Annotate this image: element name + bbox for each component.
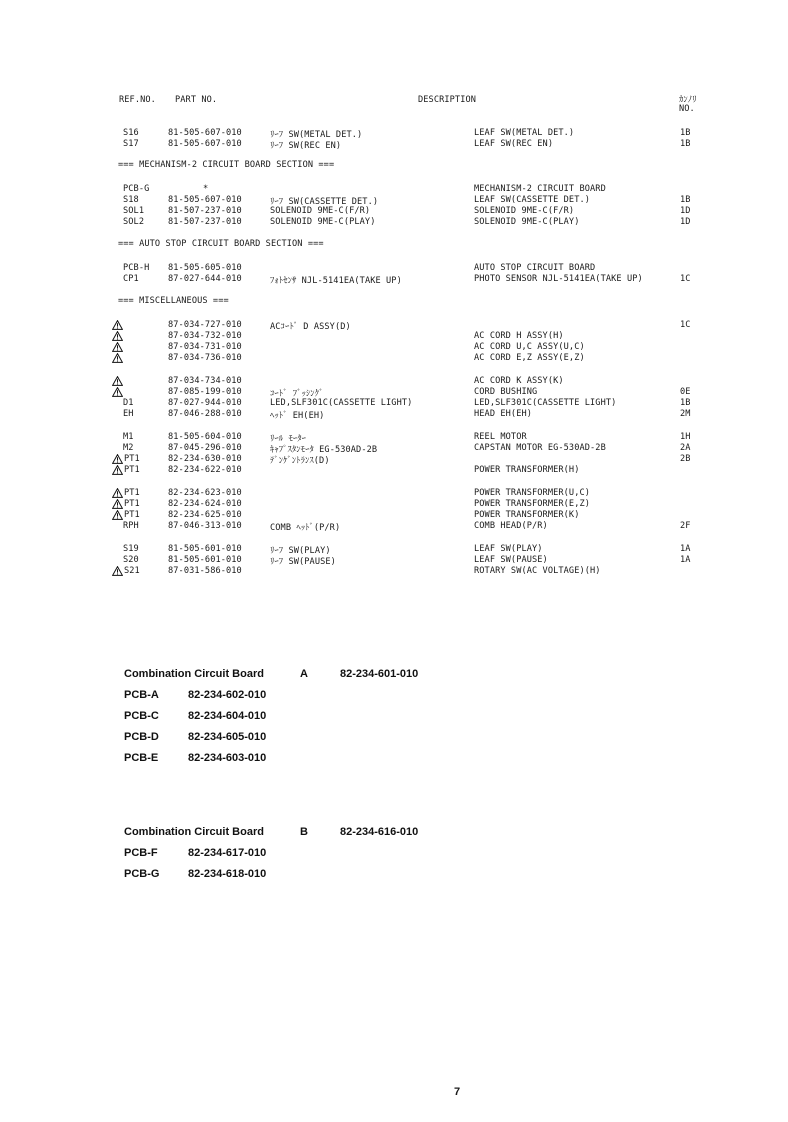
part-no: 81-505-607-010: [168, 128, 242, 138]
location-no: 1B: [680, 139, 691, 149]
location-no: 1A: [680, 555, 691, 565]
parts-row: [0, 432, 788, 443]
combo-b-title: Combination Circuit Board: [124, 826, 264, 838]
parts-row: [0, 320, 788, 331]
description-jp: ﾃﾞﾝｹﾞﾝﾄﾗﾝｽ(D): [270, 456, 330, 466]
safety-warning-icon: [112, 320, 126, 330]
description-en: POWER TRANSFORMER(K): [474, 510, 580, 520]
parts-row: [0, 465, 788, 476]
ref-no: PCB-G: [123, 184, 150, 194]
combo-a-letter: A: [300, 668, 308, 680]
ref-no: SOL2: [123, 217, 145, 227]
description-en: POWER TRANSFORMER(E,Z): [474, 499, 591, 509]
description-en: REEL MOTOR: [474, 432, 527, 442]
combo-b-item-pcb: PCB-G: [124, 868, 160, 880]
safety-warning-icon: [112, 331, 126, 341]
ref-no: PT1: [124, 499, 140, 509]
part-no: 87-034-736-010: [168, 353, 242, 363]
ref-no: S19: [123, 544, 139, 554]
header-location-line1: ｶﾝﾉﾘ: [679, 95, 697, 105]
location-no: 1H: [680, 432, 691, 442]
ref-no: PCB-H: [123, 263, 150, 273]
parts-row: [0, 454, 788, 465]
description-jp: ﾘｰﾌ SW(CASSETTE DET.): [270, 197, 379, 207]
parts-row: [0, 184, 788, 195]
combo-a-item-number: 82-234-605-010: [188, 731, 267, 743]
location-no: 2A: [680, 443, 691, 453]
combo-b-item-number: 82-234-618-010: [188, 868, 267, 880]
parts-row: [0, 443, 788, 454]
location-no: 2B: [680, 454, 691, 464]
parts-row: [0, 387, 788, 398]
part-no: 87-085-199-010: [168, 387, 242, 397]
description-jp: SOLENOID 9ME-C(PLAY): [270, 217, 376, 227]
part-no: 82-234-622-010: [168, 465, 242, 475]
header-part-no: PART NO.: [175, 95, 218, 105]
ref-no: D1: [123, 398, 134, 408]
location-no: 1B: [680, 398, 691, 408]
ref-no: PT1: [124, 465, 140, 475]
description-en: POWER TRANSFORMER(U,C): [474, 488, 591, 498]
section-heading: === MISCELLANEOUS ===: [118, 296, 229, 306]
ref-no: PT1: [124, 488, 140, 498]
description-en: AC CORD U,C ASSY(U,C): [474, 342, 585, 352]
description-en: AC CORD K ASSY(K): [474, 376, 564, 386]
safety-warning-icon: [112, 387, 126, 397]
combo-a-number: 82-234-601-010: [340, 668, 419, 680]
ref-no: S18: [123, 195, 139, 205]
description-jp: SOLENOID 9ME-C(F/R): [270, 206, 371, 216]
ref-no: RPH: [123, 521, 139, 531]
description-en: LEAF SW(METAL DET.): [474, 128, 575, 138]
description-jp: ﾘｰﾌ SW(PAUSE): [270, 557, 336, 567]
combination-board-a: [124, 668, 484, 768]
section-heading: === AUTO STOP CIRCUIT BOARD SECTION ===: [118, 239, 324, 249]
combo-a-item-pcb: PCB-C: [124, 710, 159, 722]
description-en: CAPSTAN MOTOR EG-530AD-2B: [474, 443, 606, 453]
description-jp: ﾌｫﾄｾﾝｻ NJL-5141EA(TAKE UP): [270, 276, 402, 286]
description-en: AUTO STOP CIRCUIT BOARD: [474, 263, 596, 273]
ref-no: CP1: [123, 274, 139, 284]
ref-no: S16: [123, 128, 139, 138]
description-en: POWER TRANSFORMER(H): [474, 465, 580, 475]
description-jp: ﾘｰﾌ SW(METAL DET.): [270, 130, 363, 140]
location-no: 2M: [680, 409, 691, 419]
parts-row: [0, 398, 788, 409]
parts-row: [0, 409, 788, 420]
combo-a-item-pcb: PCB-A: [124, 689, 159, 701]
description-jp: ﾘｰﾌ SW(REC EN): [270, 141, 342, 151]
part-no: 87-027-944-010: [168, 398, 242, 408]
part-no: 87-034-734-010: [168, 376, 242, 386]
parts-row: [0, 195, 788, 206]
parts-row: [0, 331, 788, 342]
description-en: SOLENOID 9ME-C(PLAY): [474, 217, 580, 227]
description-en: LEAF SW(CASSETTE DET.): [474, 195, 591, 205]
safety-warning-icon: [112, 376, 126, 386]
safety-warning-icon: [112, 342, 126, 352]
parts-row: [0, 128, 788, 139]
description-jp: ﾍｯﾄﾞ EH(EH): [270, 411, 325, 421]
combo-a-title: Combination Circuit Board: [124, 668, 264, 680]
combo-a-item-number: 82-234-603-010: [188, 752, 267, 764]
part-no: 82-234-624-010: [168, 499, 242, 509]
part-no: 87-034-732-010: [168, 331, 242, 341]
part-no: 87-034-727-010: [168, 320, 242, 330]
part-no: 81-505-607-010: [168, 195, 242, 205]
description-en: LEAF SW(PLAY): [474, 544, 543, 554]
part-no: 87-046-288-010: [168, 409, 242, 419]
parts-row: [0, 510, 788, 521]
location-no: 0E: [680, 387, 691, 397]
parts-row: [0, 566, 788, 577]
ref-no: M2: [123, 443, 134, 453]
description-en: HEAD EH(EH): [474, 409, 533, 419]
description-en: AC CORD H ASSY(H): [474, 331, 564, 341]
description-en: MECHANISM-2 CIRCUIT BOARD: [474, 184, 606, 194]
location-no: 1C: [680, 274, 691, 284]
part-no: *: [203, 184, 209, 194]
parts-row: [0, 521, 788, 532]
description-en: CORD BUSHING: [474, 387, 538, 397]
description-jp: ﾘｰﾌ SW(PLAY): [270, 546, 331, 556]
combo-a-item-pcb: PCB-D: [124, 731, 159, 743]
ref-no: M1: [123, 432, 134, 442]
description-jp: ﾘｰﾙ ﾓｰﾀｰ: [270, 434, 307, 444]
description-jp: ACｺｰﾄﾞ D ASSY(D): [270, 322, 351, 332]
parts-row: [0, 555, 788, 566]
combo-a-item-number: 82-234-602-010: [188, 689, 267, 701]
combo-b-item-pcb: PCB-F: [124, 847, 158, 859]
description-en: ROTARY SW(AC VOLTAGE)(H): [474, 566, 601, 576]
parts-row: [0, 217, 788, 228]
parts-row: [0, 263, 788, 274]
parts-row: [0, 544, 788, 555]
part-no: 81-507-237-010: [168, 206, 242, 216]
description-en: LED,SLF301C(CASSETTE LIGHT): [474, 398, 617, 408]
part-no: 82-234-625-010: [168, 510, 242, 520]
ref-no: S21: [124, 566, 140, 576]
safety-warning-icon: [112, 353, 126, 363]
combo-b-letter: B: [300, 826, 308, 838]
page-number: 7: [454, 1086, 461, 1098]
combo-a-item-pcb: PCB-E: [124, 752, 159, 764]
description-jp: LED,SLF301C(CASSETTE LIGHT): [270, 398, 413, 408]
description-jp: COMB ﾍｯﾄﾞ(P/R): [270, 523, 341, 533]
description-en: LEAF SW(REC EN): [474, 139, 554, 149]
parts-row: [0, 353, 788, 364]
combo-a-item-number: 82-234-604-010: [188, 710, 267, 722]
description-en: SOLENOID 9ME-C(F/R): [474, 206, 575, 216]
part-no: 87-027-644-010: [168, 274, 242, 284]
location-no: 2F: [680, 521, 691, 531]
description-jp: ｷｬﾌﾟｽﾀﾝﾓｰﾀ EG-530AD-2B: [270, 445, 378, 455]
header-location-line2: NO.: [679, 104, 695, 114]
location-no: 1B: [680, 128, 691, 138]
parts-row: [0, 488, 788, 499]
header-ref-no: REF.NO.: [119, 95, 156, 105]
part-no: 81-505-607-010: [168, 139, 242, 149]
part-no: 87-045-296-010: [168, 443, 242, 453]
ref-no: S17: [123, 139, 139, 149]
part-no: 82-234-630-010: [168, 454, 242, 464]
parts-row: [0, 499, 788, 510]
ref-no: PT1: [124, 454, 140, 464]
description-en: AC CORD E,Z ASSY(E,Z): [474, 353, 585, 363]
header-description: DESCRIPTION: [418, 95, 477, 105]
ref-no: SOL1: [123, 206, 145, 216]
parts-row: [0, 342, 788, 353]
ref-no: EH: [123, 409, 134, 419]
parts-row: [0, 206, 788, 217]
description-en: PHOTO SENSOR NJL-5141EA(TAKE UP): [474, 274, 643, 284]
location-no: 1A: [680, 544, 691, 554]
description-en: LEAF SW(PAUSE): [474, 555, 548, 565]
location-no: 1B: [680, 195, 691, 205]
part-no: 81-505-601-010: [168, 555, 242, 565]
combo-b-number: 82-234-616-010: [340, 826, 419, 838]
part-no: 81-505-605-010: [168, 263, 242, 273]
location-no: 1D: [680, 206, 691, 216]
part-no: 81-505-604-010: [168, 432, 242, 442]
part-no: 87-046-313-010: [168, 521, 242, 531]
part-no: 87-031-586-010: [168, 566, 242, 576]
part-no: 82-234-623-010: [168, 488, 242, 498]
parts-row: [0, 274, 788, 285]
part-no: 81-505-601-010: [168, 544, 242, 554]
ref-no: S20: [123, 555, 139, 565]
combo-b-item-number: 82-234-617-010: [188, 847, 267, 859]
location-no: 1D: [680, 217, 691, 227]
description-jp: ｺｰﾄﾞ ﾌﾞｯｼﾝｸﾞ: [270, 389, 324, 399]
section-heading: === MECHANISM-2 CIRCUIT BOARD SECTION ===: [118, 160, 335, 170]
description-en: COMB HEAD(P/R): [474, 521, 548, 531]
parts-row: [0, 376, 788, 387]
combination-board-b: [124, 826, 484, 886]
part-no: 81-507-237-010: [168, 217, 242, 227]
location-no: 1C: [680, 320, 691, 330]
parts-row: [0, 139, 788, 150]
ref-no: PT1: [124, 510, 140, 520]
part-no: 87-034-731-010: [168, 342, 242, 352]
